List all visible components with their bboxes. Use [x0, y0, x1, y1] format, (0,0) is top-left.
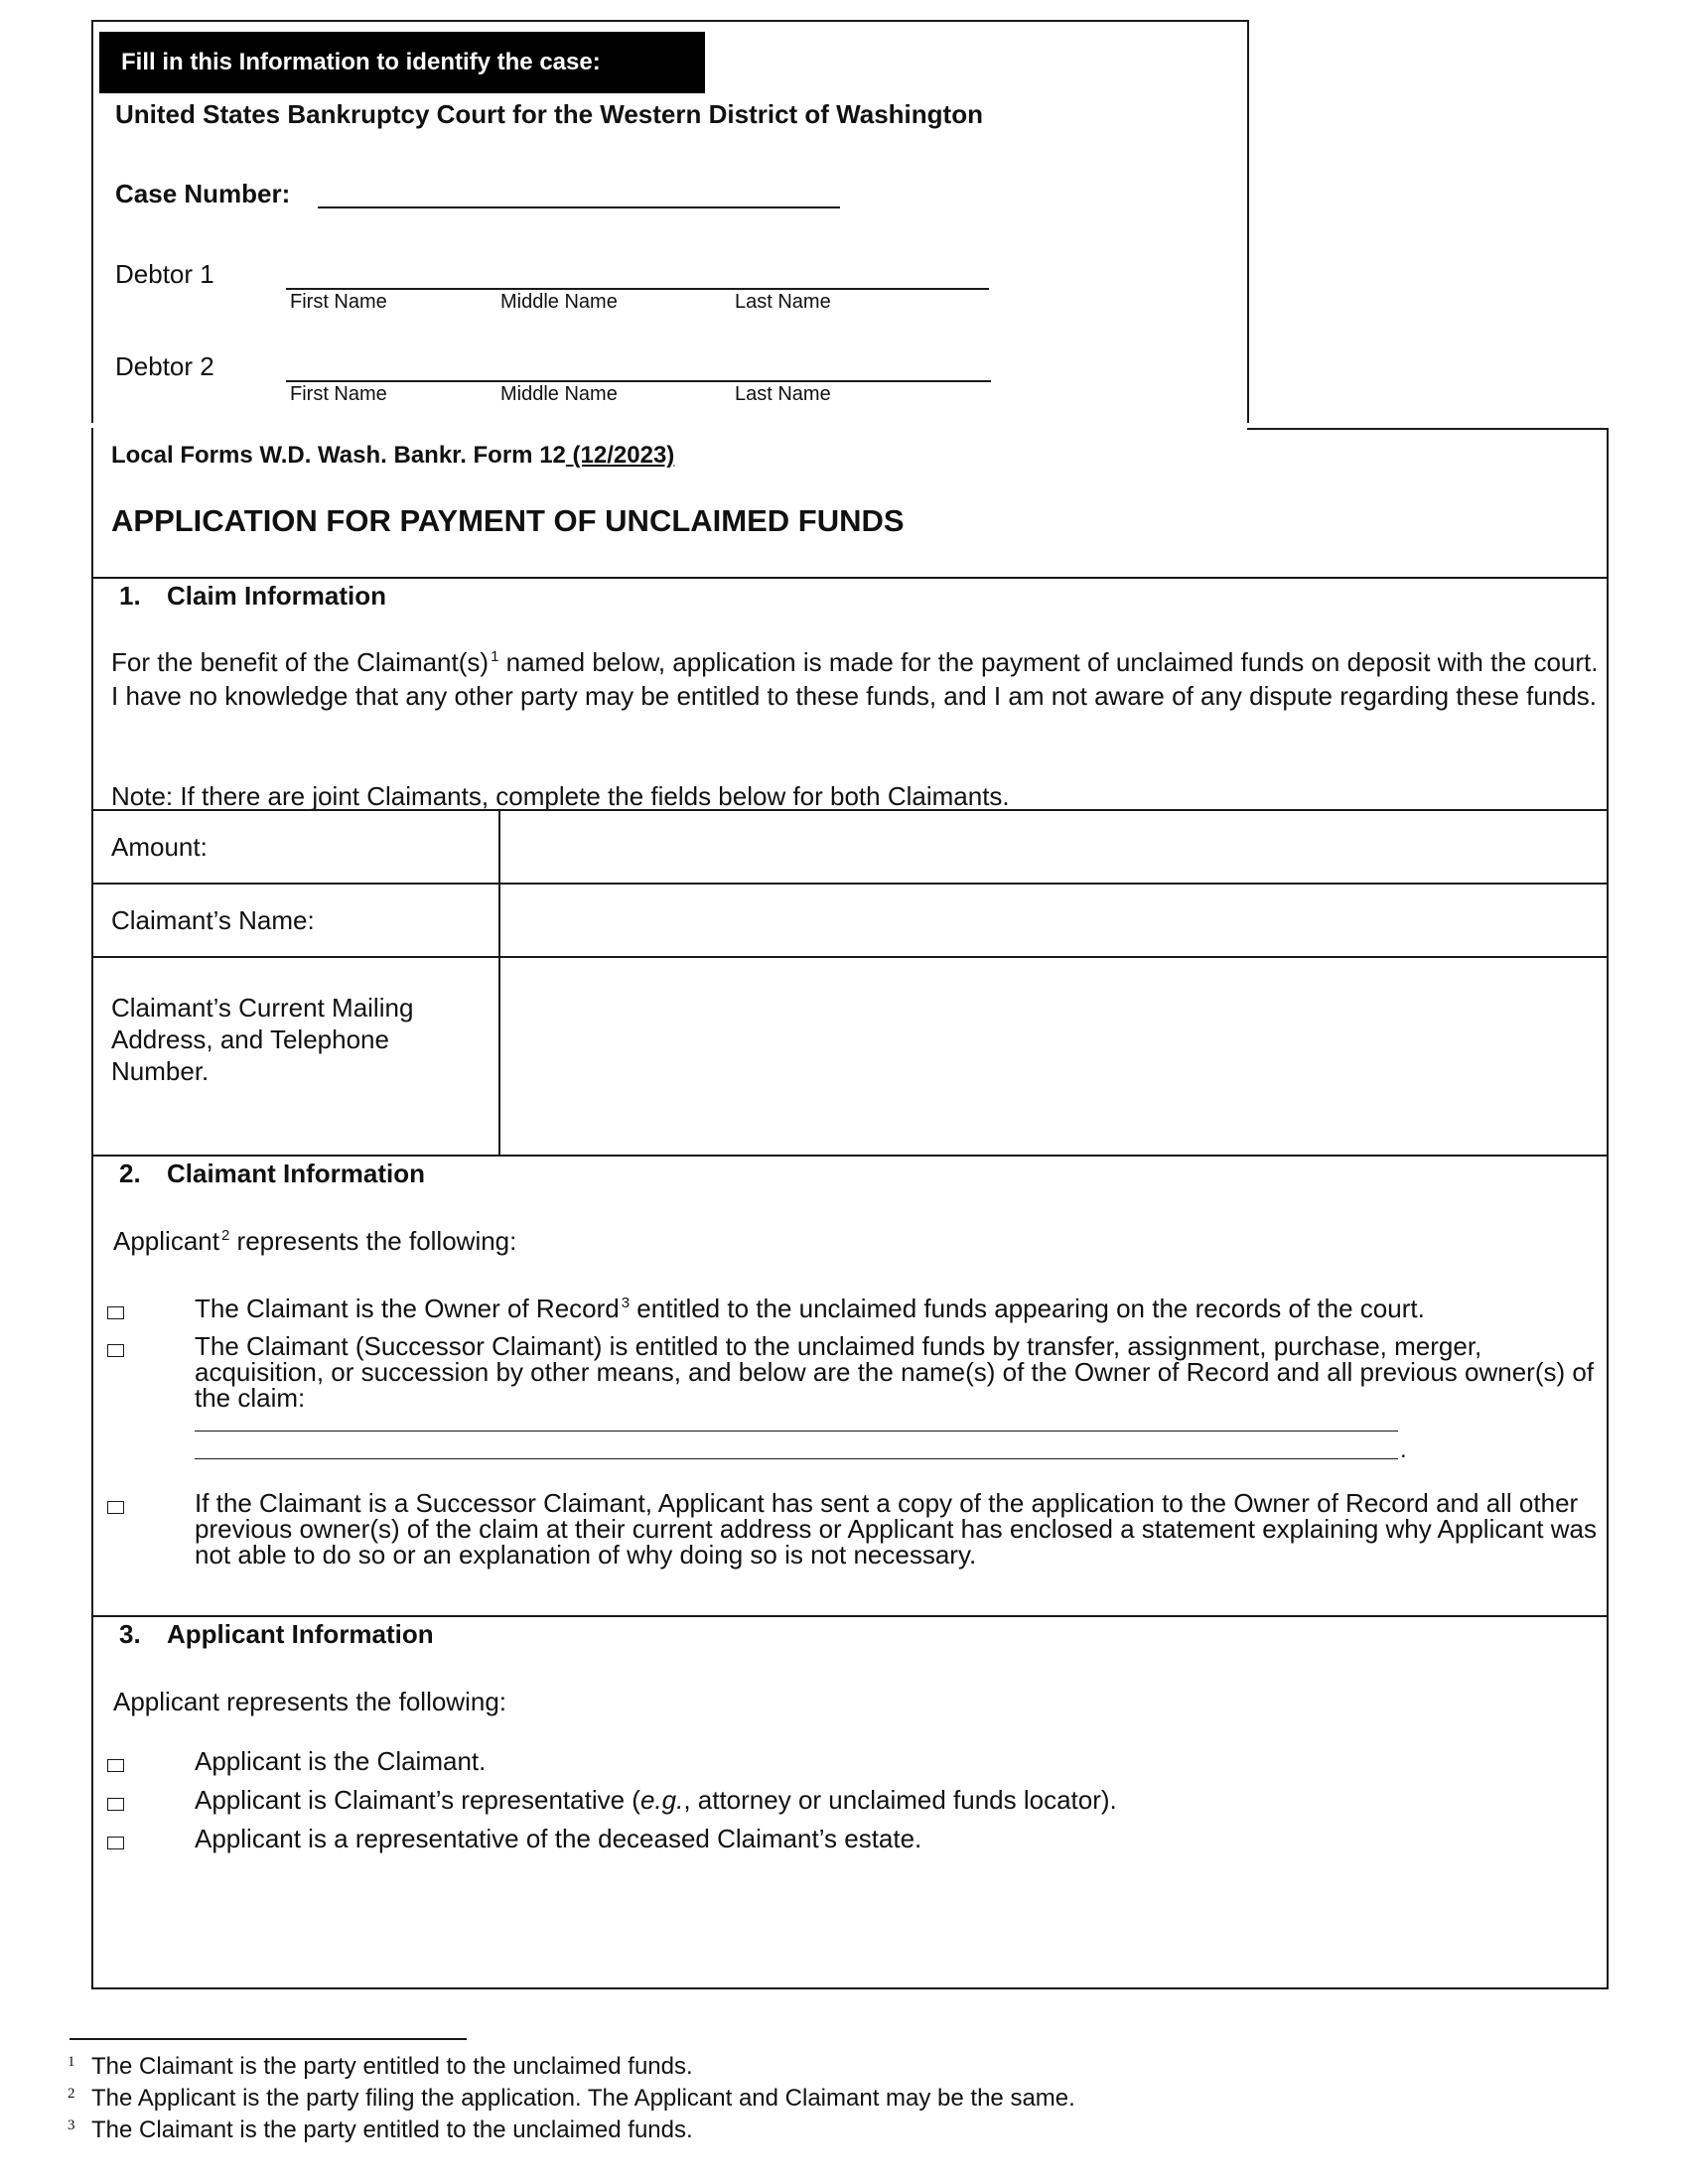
footnote-1-text: The Claimant is the party entitled to the unclaimed funds.	[91, 2053, 693, 2080]
applicant-is-claimant-option: Applicant is the Claimant.	[195, 1746, 487, 1776]
section-divider	[93, 1615, 1607, 1617]
section3-heading	[119, 1619, 434, 1650]
case-identification-box	[91, 20, 1249, 423]
section2-number: 2.	[119, 1159, 141, 1188]
footnote-1-number: 1	[68, 2054, 75, 2070]
section1-heading	[119, 581, 386, 612]
debtor1-label: Debtor 1	[115, 259, 214, 289]
section3-title: Applicant Information	[167, 1619, 434, 1649]
section1-note: Note: If there are joint Claimants, complete the fields below for both Claimants.	[111, 781, 1010, 811]
footnote-2-text: The Applicant is the party filing the application. The Applicant and Claimant may be the same.	[91, 2085, 1075, 2112]
claimant-address-label: Claimant’s Current Mailing Address, and Telephone Number.	[111, 993, 414, 1086]
court-name: United States Bankruptcy Court for the Western District of Washington	[115, 99, 983, 129]
footnote-2-number: 2	[68, 2086, 75, 2102]
section2-intro-text-b: represents the following:	[229, 1226, 517, 1256]
footnote-ref-3: 3	[621, 1295, 631, 1311]
debtor1-name-field[interactable]	[286, 288, 989, 290]
applicant-representative-text-b: , attorney or unclaimed funds locator).	[683, 1785, 1117, 1815]
applicant-representative-emphasis: e.g.	[639, 1785, 684, 1815]
debtor2-first-name-label: First Name	[290, 383, 387, 405]
claimant-name-label: Claimant’s Name:	[111, 905, 315, 935]
applicant-is-claimant-checkbox[interactable]	[107, 1759, 124, 1772]
debtor1-last-name-label: Last Name	[735, 291, 831, 313]
form-number: Local Forms W.D. Wash. Bankr. Form 12	[111, 442, 566, 469]
section1-number: 1.	[119, 581, 141, 611]
estate-representative-option: Applicant is a representative of the deceased Claimant’s estate.	[195, 1824, 922, 1853]
successor-claimant-checkbox[interactable]	[107, 1344, 124, 1357]
amount-label: Amount:	[111, 832, 208, 862]
debtor2-last-name-label: Last Name	[735, 383, 831, 405]
case-box-header: Fill in this Information to identify the case:	[99, 32, 705, 93]
successor-copy-sent-checkbox[interactable]	[107, 1501, 124, 1514]
footnote-3-number: 3	[68, 2117, 75, 2133]
debtor1-middle-name-label: Middle Name	[500, 291, 618, 313]
case-number-field[interactable]	[318, 206, 840, 208]
divider	[93, 577, 1607, 579]
section1-paragraph-text-b: named below, application is made for the payment of unclaimed funds on deposit with the court. I have no knowledge that any other party may be entitled to these funds, and I am not aware of any dispute regarding these funds.	[111, 647, 1599, 711]
owner-of-record-text-a: The Claimant is the Owner of Record	[195, 1294, 620, 1323]
previous-owners-line-1[interactable]	[195, 1431, 1398, 1432]
amount-field[interactable]	[500, 811, 1607, 883]
section1-paragraph-text-a: For the benefit of the Claimant(s)	[111, 647, 490, 677]
debtor2-middle-name-label: Middle Name	[500, 383, 618, 405]
footnote-1	[68, 2053, 693, 2081]
section1-title: Claim Information	[167, 581, 387, 611]
section-divider	[93, 1155, 1607, 1157]
footnote-2	[68, 2085, 1075, 2113]
footnote-rule	[70, 2038, 467, 2040]
form-date: (12/2023)	[565, 442, 675, 469]
owner-of-record-text-b: entitled to the unclaimed funds appearing on the records of the court.	[630, 1294, 1425, 1323]
debtor1-first-name-label: First Name	[290, 291, 387, 313]
section3-intro: Applicant represents the following:	[113, 1687, 507, 1716]
successor-claimant-option: The Claimant (Successor Claimant) is entitled to the unclaimed funds by transfer, assignment, purchase, merger, acquisition, or succession by other means, and below are the name(s) of the Owner of Record and all previous owner(s) of the claim:	[195, 1331, 1595, 1413]
section2-intro-text-a: Applicant	[113, 1226, 219, 1256]
footnote-3	[68, 2116, 693, 2144]
claimant-address-field[interactable]	[500, 958, 1607, 1153]
footnote-ref-2: 2	[220, 1227, 230, 1244]
previous-owners-period: .	[1400, 1436, 1407, 1463]
footnote-ref-1: 1	[491, 648, 499, 665]
successor-copy-sent-option: If the Claimant is a Successor Claimant, Applicant has sent a copy of the application to the Owner of Record and all other previous owner(s) of the claim at their current address or Applicant has enclosed a statement explaining why Applicant was not able to do so or an explanation of why doing so is not necessary.	[195, 1488, 1597, 1570]
section2-intro	[113, 1224, 516, 1258]
owner-of-record-checkbox[interactable]	[107, 1306, 124, 1319]
estate-representative-checkbox[interactable]	[107, 1837, 124, 1849]
form-box	[91, 428, 1609, 1989]
case-number-label: Case Number:	[115, 179, 291, 208]
page-title: APPLICATION FOR PAYMENT OF UNCLAIMED FUNDS	[111, 503, 905, 538]
form-identifier	[111, 442, 674, 470]
applicant-representative-text-a: Applicant is Claimant’s representative (	[195, 1785, 640, 1815]
debtor2-name-field[interactable]	[286, 380, 991, 382]
previous-owners-line-2[interactable]	[195, 1458, 1398, 1459]
applicant-representative-option	[195, 1787, 1605, 1813]
claimant-name-field[interactable]	[500, 885, 1607, 956]
section3-number: 3.	[119, 1619, 141, 1649]
owner-of-record-option	[195, 1296, 1605, 1321]
section2-heading	[119, 1159, 425, 1189]
applicant-representative-checkbox[interactable]	[107, 1798, 124, 1811]
footnote-3-text: The Claimant is the party entitled to the unclaimed funds.	[91, 2116, 693, 2143]
section2-title: Claimant Information	[167, 1159, 426, 1188]
debtor2-label: Debtor 2	[115, 351, 214, 381]
section1-paragraph	[111, 645, 1601, 713]
